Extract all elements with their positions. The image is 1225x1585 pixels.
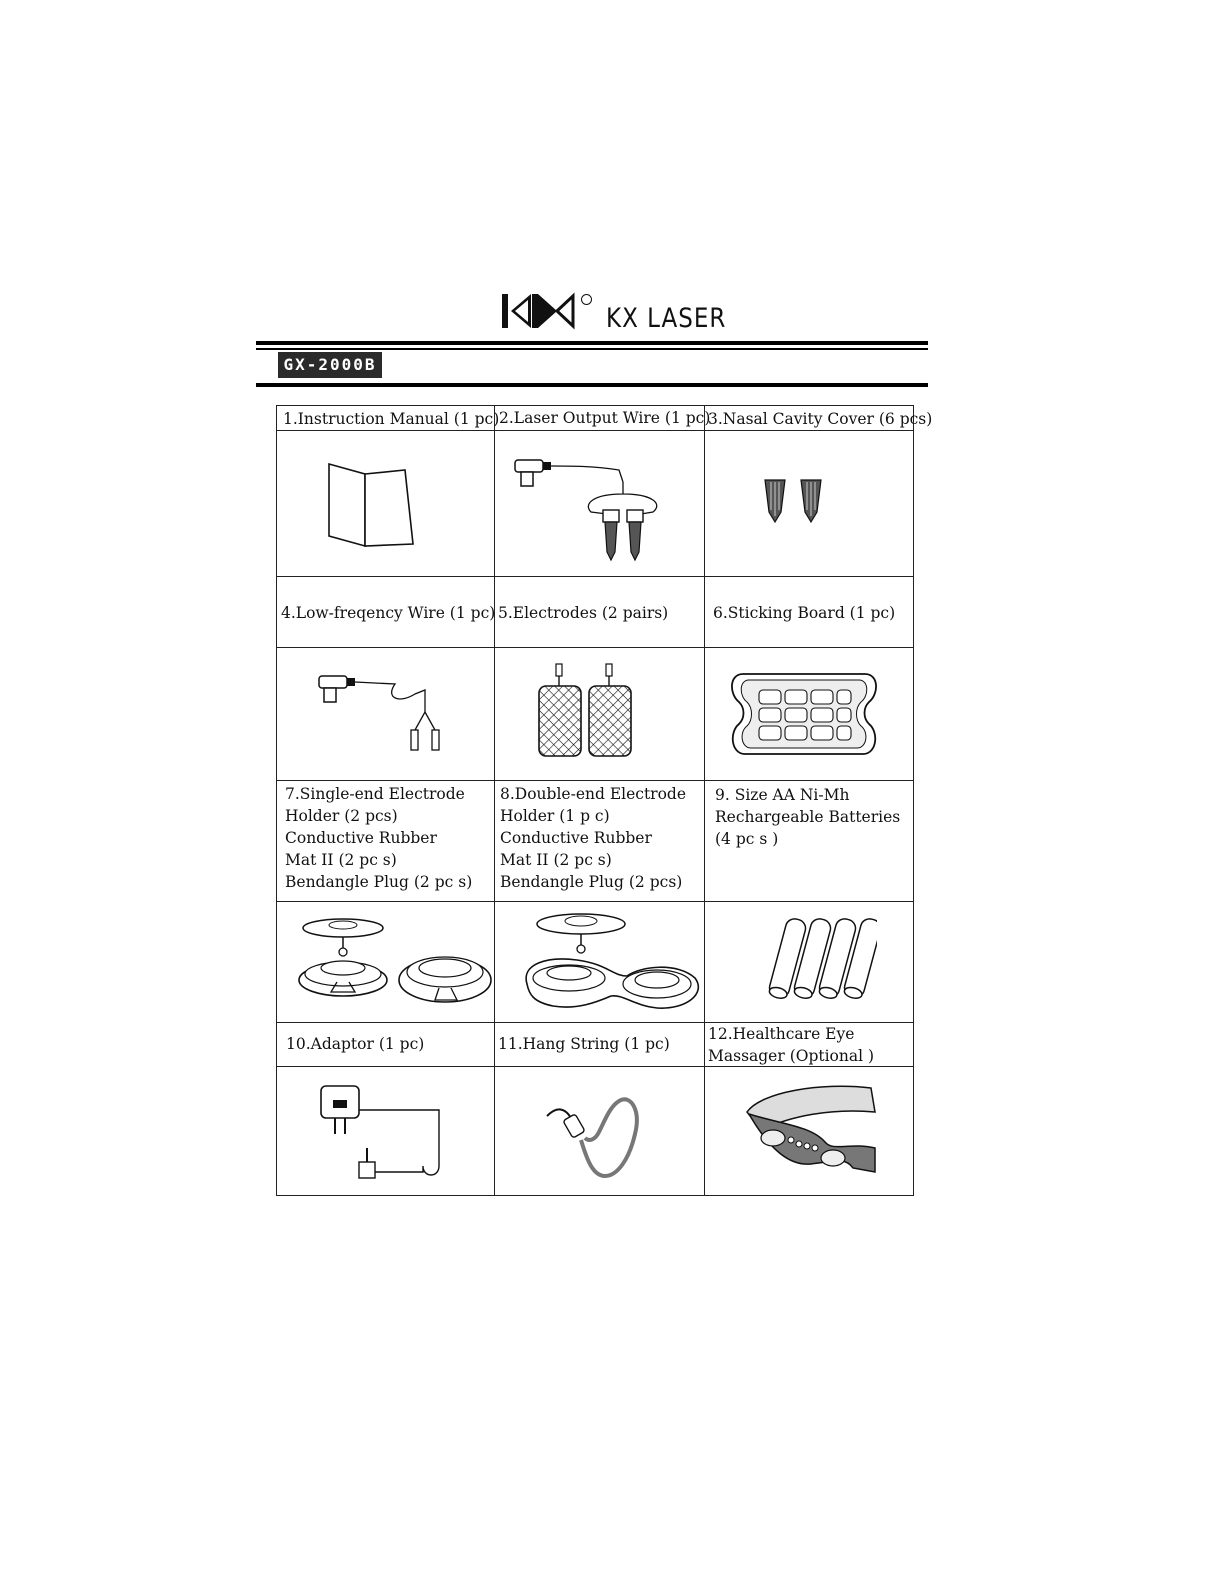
item-label: 5.Electrodes (2 pairs) [498, 604, 669, 622]
table-divider [494, 406, 495, 1195]
manual-icon [325, 460, 415, 550]
table-divider [277, 576, 913, 577]
item-label-line: Mat II (2 pc s) [285, 851, 397, 869]
item-label-line: 12.Healthcare Eye [708, 1025, 855, 1043]
item-label-group [285, 783, 472, 893]
item-label: 1.Instruction Manual (1 pc) [283, 410, 500, 428]
item-label: 10.Adaptor (1 pc) [286, 1035, 425, 1053]
sticking-board-icon [729, 668, 879, 758]
table-divider [704, 406, 705, 1195]
item-label-group [500, 783, 686, 893]
electrodes-icon [529, 660, 639, 760]
brand-name: KX LASER [606, 304, 727, 334]
item-label: 2.Laser Output Wire (1 pc) [499, 409, 711, 427]
item-label-line: Holder (1 p c) [500, 807, 610, 825]
item-label-group [708, 1023, 874, 1067]
single-end-holder-icon [297, 912, 497, 1012]
registered-mark-icon [581, 294, 592, 305]
item-label-line: Conductive Rubber [500, 829, 652, 847]
double-end-holder-icon [517, 906, 707, 1016]
kx-logo-icon [501, 292, 577, 332]
item-label-line: 7.Single-end Electrode [285, 785, 465, 803]
item-label: 3.Nasal Cavity Cover (6 pcs) [708, 410, 933, 428]
header-rule [256, 383, 928, 387]
accessories-table [276, 405, 933, 1196]
item-label-group [715, 784, 900, 850]
laser-wire-icon [513, 452, 673, 562]
hang-string-icon [537, 1080, 657, 1190]
item-label: 11.Hang String (1 pc) [498, 1035, 670, 1053]
table-divider [277, 430, 913, 431]
model-badge: GX-2000B [278, 352, 382, 378]
item-label-line: Massager (Optional ) [708, 1047, 875, 1065]
adaptor-icon [319, 1078, 449, 1188]
item-label: 6.Sticking Board (1 pc) [713, 604, 896, 622]
item-label-line: Bendangle Plug (2 pcs) [500, 873, 683, 891]
low-frequency-wire-icon [315, 668, 455, 758]
header-rule [256, 348, 928, 350]
item-label-line: Conductive Rubber [285, 829, 437, 847]
header-rule [256, 341, 928, 345]
table-divider [277, 780, 913, 781]
item-label-line: Rechargeable Batteries [715, 808, 901, 826]
item-label-line: Mat II (2 pc s) [500, 851, 612, 869]
item-label-line: 9. Size AA Ni-Mh [715, 786, 850, 804]
item-label-line: Holder (2 pcs) [285, 807, 398, 825]
eye-massager-icon [741, 1082, 881, 1186]
nasal-cover-icon [763, 476, 843, 526]
item-label-line: Bendangle Plug (2 pc s) [285, 873, 473, 891]
item-label-line: (4 pc s ) [715, 830, 779, 848]
item-label: 4.Low-freqency Wire (1 pc) [281, 604, 496, 622]
brand-logo [501, 292, 801, 336]
batteries-icon [767, 910, 877, 1006]
item-label-line: 8.Double-end Electrode [500, 785, 687, 803]
table-divider [277, 901, 913, 902]
table-divider [277, 647, 913, 648]
